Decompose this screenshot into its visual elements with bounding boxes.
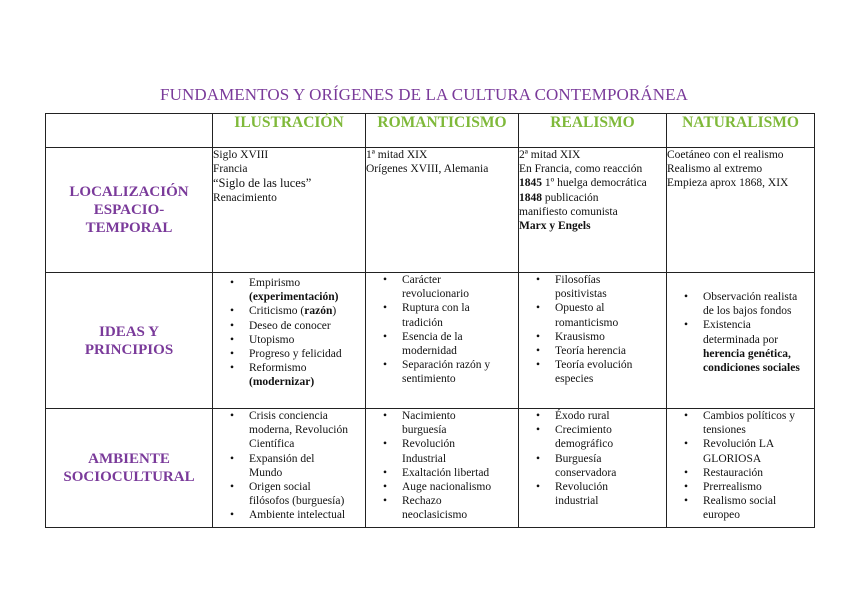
- line-1845: 1845 1º huelga democrática: [519, 177, 647, 190]
- list-item: • Progreso y felicidad: [249, 347, 365, 361]
- column-header-romanticismo: ROMANTICISMO: [366, 114, 519, 148]
- list-item: • Teoría evolución especies: [555, 358, 666, 386]
- list-item: • Revolución industrial: [555, 480, 666, 508]
- list-item: • Existencia determinada por herencia genética, condiciones sociales: [703, 318, 814, 375]
- cell-localizacion-realismo: 2ª mitad XIX En Francia, como reacción 1845 1º huelga democrática 1848 publicación manifiesto comunista Marx y Engels: [519, 148, 667, 273]
- list-item: • Rechazo neoclasicismo: [402, 494, 518, 522]
- list-item: • Cambios políticos y tensiones: [703, 409, 814, 437]
- list-item: • Utopismo: [249, 333, 365, 347]
- cell-ambiente-realismo: [519, 409, 667, 528]
- cell-ambiente-naturalismo: [667, 409, 815, 528]
- cell-ideas-realismo: [519, 273, 667, 409]
- list-item: • Separación razón y sentimiento: [402, 358, 518, 386]
- cell-ambiente-romanticismo: [366, 409, 519, 528]
- list-item: • Crisis conciencia moderna, Revolución Científica: [249, 409, 365, 452]
- header-empty-cell: [46, 114, 213, 148]
- bullet-list: [519, 273, 666, 387]
- cell-localizacion-naturalismo: Coetáneo con el realismo Realismo al extremo Empieza aprox 1868, XIX: [667, 148, 815, 273]
- list-item: • Ambiente intelectual: [249, 508, 365, 522]
- bullet-list: [519, 409, 666, 508]
- list-item: • Ruptura con la tradición: [402, 301, 518, 329]
- column-header-realismo: REALISMO: [519, 114, 667, 148]
- list-item: • Opuesto al romanticismo: [555, 301, 666, 329]
- list-item: • Realismo social europeo: [703, 494, 814, 522]
- row-label-ideas: IDEAS Y PRINCIPIOS: [46, 273, 213, 409]
- list-item: • Burguesía conservadora: [555, 452, 666, 480]
- list-item: • Restauración: [703, 466, 814, 480]
- cell-ideas-romanticismo: [366, 273, 519, 409]
- list-item: • Revolución Industrial: [402, 437, 518, 465]
- table-row-localizacion: [46, 148, 815, 273]
- list-item: • Criticismo (razón): [249, 304, 365, 318]
- list-item: • Empirismo (experimentación): [249, 276, 365, 304]
- row-label-localizacion: LOCALIZACIÓN ESPACIO- TEMPORAL: [46, 148, 213, 273]
- list-item: • Revolución LA GLORIOSA: [703, 437, 814, 465]
- list-item: • Teoría herencia: [555, 344, 666, 358]
- list-item: • Esencia de la modernidad: [402, 330, 518, 358]
- bullet-list: [366, 273, 518, 387]
- list-item: • Reformismo (modernizar): [249, 361, 365, 389]
- list-item: • Krausismo: [555, 330, 666, 344]
- bullet-list: [213, 276, 365, 390]
- list-item: • Auge nacionalismo: [402, 480, 518, 494]
- list-item: • Prerrealismo: [703, 480, 814, 494]
- bullet-list: [667, 290, 814, 375]
- cell-localizacion-ilustracion: Siglo XVIII Francia “Siglo de las luces” Renacimiento: [213, 148, 366, 273]
- list-item: • Deseo de conocer: [249, 319, 365, 333]
- list-item: • Carácter revolucionario: [402, 273, 518, 301]
- list-item: • Crecimiento demográfico: [555, 423, 666, 451]
- list-item: • Expansión del Mundo: [249, 452, 365, 480]
- bullet-list: [213, 409, 365, 523]
- column-header-ilustracion: ILUSTRACIÓN: [213, 114, 366, 148]
- list-item: • Filosofías positivistas: [555, 273, 666, 301]
- comparison-table: [45, 113, 815, 528]
- list-item: • Origen social filósofos (burguesía): [249, 480, 365, 508]
- line-1848: 1848 publicación: [519, 191, 599, 204]
- column-header-naturalismo: NATURALISMO: [667, 114, 815, 148]
- bullet-list: [366, 409, 518, 523]
- table-row-ideas: [46, 273, 815, 409]
- cell-ambiente-ilustracion: [213, 409, 366, 528]
- table-row-ambiente: [46, 409, 815, 528]
- list-item: • Nacimiento burguesía: [402, 409, 518, 437]
- cell-localizacion-romanticismo: 1ª mitad XIX Orígenes XVIII, Alemania: [366, 148, 519, 273]
- list-item: • Observación realista de los bajos fondos: [703, 290, 814, 318]
- row-label-ambiente: AMBIENTE SOCIOCULTURAL: [46, 409, 213, 528]
- list-item: • Éxodo rural: [555, 409, 666, 423]
- page-title: FUNDAMENTOS Y ORÍGENES DE LA CULTURA CONTEMPORÁNEA: [160, 85, 688, 104]
- cell-ideas-naturalismo: [667, 273, 815, 409]
- cell-ideas-ilustracion: [213, 273, 366, 409]
- bullet-list: [667, 409, 814, 523]
- list-item: • Exaltación libertad: [402, 466, 518, 480]
- header-row: [46, 114, 815, 148]
